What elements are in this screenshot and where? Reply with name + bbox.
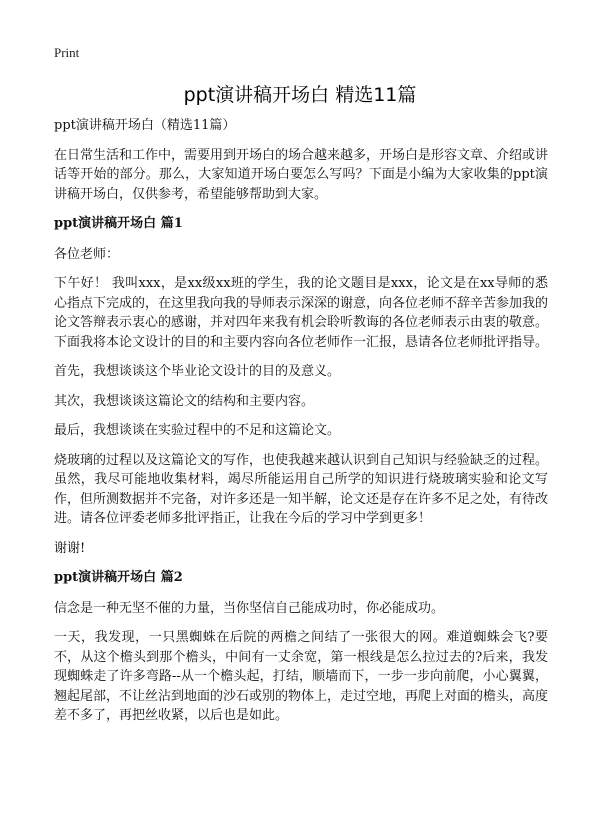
- paragraph: 下午好！ 我叫xxx，是xx级xx班的学生，我的论文题目是xxx，论文是在xx导师的悉心指点下完成的，在这里我向我的导师表示深深的谢意，向各位老师不辞辛苦参加我的论文答辩表示衷心的感谢，并对四年来我有机会聆听教诲的各位老师表示由衷的敬意。下面我将本论文设计的目的和主要内容向各位老师作一汇报，恳请各位老师批评指导。: [54, 276, 549, 350]
- paragraph: 其次，我想谈谈这篇论文的结构和主要内容。: [54, 393, 315, 409]
- paragraph: 首先，我想谈谈这个毕业论文设计的目的及意义。: [54, 364, 341, 379]
- print-link[interactable]: Print: [54, 45, 80, 60]
- article-body: [54, 116, 548, 736]
- page-title: ppt演讲稿开场白 精选11篇: [183, 84, 417, 106]
- paragraph: 一天，我发现，一只黑蜘蛛在后院的两檐之间结了一张很大的网。难道蜘蛛会飞?要不，从这个檐头到那个檐头，中间有一丈余宽，第一根线是怎么拉过去的?后来，我发现蜘蛛走了许多弯路--从一个檐头起，打结，顺墙而下，一步一步向前爬，小心翼翼，翘起尾部，不让丝沾到地面的沙石或别的物体上，走过空地，再爬上对面的檐头，高度差不多了，再把丝收紧，以后也是如此。: [54, 630, 549, 723]
- paragraph: 各位老师：: [54, 246, 120, 262]
- article-subtitle: ppt演讲稿开场白（精选11篇）: [54, 118, 236, 133]
- section-heading-2: ppt演讲稿开场白 篇2: [54, 570, 183, 585]
- paragraph: 谢谢!: [54, 540, 86, 556]
- paragraph: 最后，我想谈谈在实验过程中的不足和这篇论文。: [54, 423, 341, 438]
- paragraph: 信念是一种无坚不催的力量，当你坚信自己能成功时，你必能成功。: [54, 600, 445, 616]
- intro-paragraph: 在日常生活和工作中，需要用到开场白的场合越来越多，开场白是形容文章、介绍或讲话等开始的部分。那么，大家知道开场白要怎么写吗？下面是小编为大家收集的ppt演讲稿开场白，仅供参考，希望能够帮助到大家。: [54, 147, 549, 202]
- section-heading-1: ppt演讲稿开场白 篇1: [54, 216, 183, 231]
- paragraph: 烧玻璃的过程以及这篇论文的写作，也使我越来越认识到自己知识与经验缺乏的过程。虽然，我尽可能地收集材料，竭尽所能运用自己所学的知识进行烧玻璃实验和论文写作，但所测数据并不完备，对许多还是一知半解，论文还是存在许多不足之处，有待改进。请各位评委老师多批评指正，让我在今后的学习中学到更多！: [54, 452, 549, 526]
